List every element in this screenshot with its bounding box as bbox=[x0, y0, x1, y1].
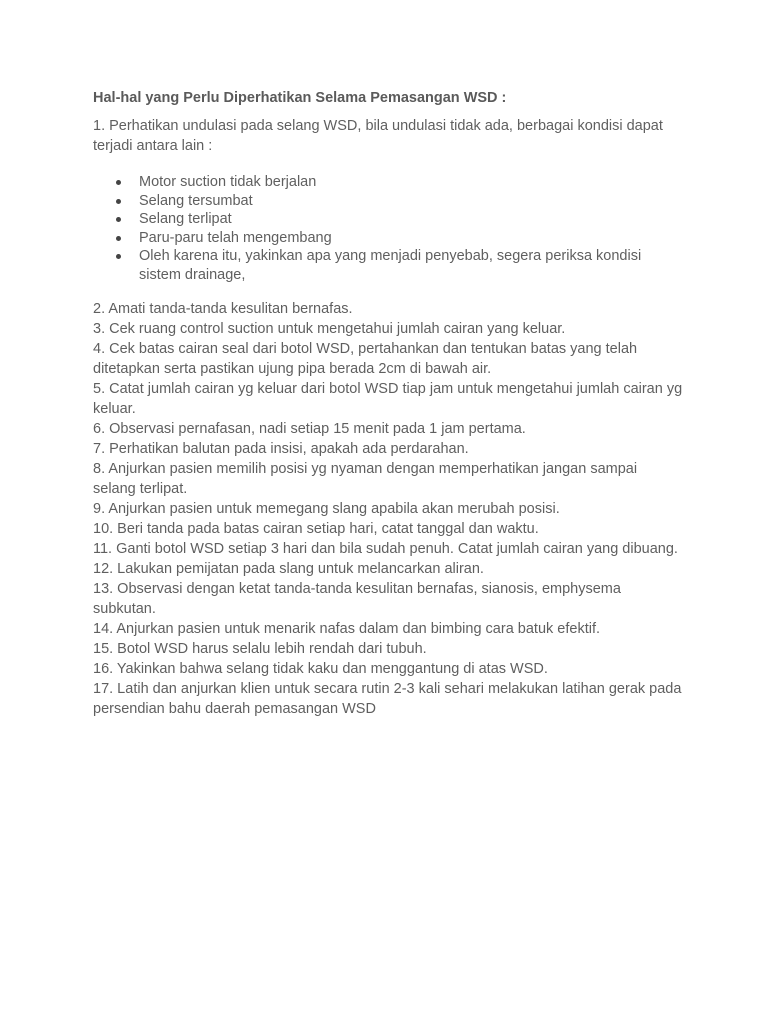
bullet-text: Selang terlipat bbox=[139, 211, 232, 227]
step-item: 6. Observasi pernafasan, nadi setiap 15 menit pada 1 jam pertama. bbox=[93, 421, 526, 437]
bullet-item bbox=[93, 247, 683, 284]
step-item: 12. Lakukan pemijatan pada slang untuk melancarkan aliran. bbox=[93, 561, 484, 577]
step-item: 14. Anjurkan pasien untuk menarik nafas dalam dan bimbing cara batuk efektif. bbox=[93, 621, 600, 637]
step-item: 15. Botol WSD harus selalu lebih rendah dari tubuh. bbox=[93, 641, 427, 657]
condition-bullet-list bbox=[93, 173, 683, 284]
bullet-dot-icon bbox=[116, 217, 121, 222]
step-item: 17. Latih dan anjurkan klien untuk secara rutin 2-3 kali sehari melakukan latihan gerak pada persendian bahu daerah pemasangan WSD bbox=[93, 681, 682, 717]
steps-list bbox=[93, 299, 683, 719]
bullet-item bbox=[93, 210, 683, 229]
step-item: 2. Amati tanda-tanda kesulitan bernafas. bbox=[93, 301, 353, 317]
step-item: 13. Observasi dengan ketat tanda-tanda kesulitan bernafas, sianosis, emphysema subkutan. bbox=[93, 581, 621, 617]
bullet-item bbox=[93, 173, 683, 192]
step-item: 16. Yakinkan bahwa selang tidak kaku dan menggantung di atas WSD. bbox=[93, 661, 548, 677]
bullet-text: Motor suction tidak berjalan bbox=[139, 174, 317, 190]
step-item: 11. Ganti botol WSD setiap 3 hari dan bila sudah penuh. Catat jumlah cairan yang dibuang. bbox=[93, 541, 678, 557]
intro-paragraph: 1. Perhatikan undulasi pada selang WSD, bila undulasi tidak ada, berbagai kondisi dapat terjadi antara lain : bbox=[93, 118, 663, 154]
document-heading: Hal-hal yang Perlu Diperhatikan Selama Pemasangan WSD : bbox=[93, 90, 507, 106]
bullet-dot-icon bbox=[116, 254, 121, 259]
bullet-dot-icon bbox=[116, 199, 121, 204]
bullet-item bbox=[93, 192, 683, 211]
step-item: 3. Cek ruang control suction untuk mengetahui jumlah cairan yang keluar. bbox=[93, 321, 566, 337]
document-page bbox=[93, 88, 683, 719]
bullet-text: Paru-paru telah mengembang bbox=[139, 229, 332, 246]
step-item: 4. Cek batas cairan seal dari botol WSD, pertahankan dan tentukan batas yang telah ditetapkan serta pastikan ujung pipa berada 2cm di bawah air. bbox=[93, 341, 638, 377]
step-item: 7. Perhatikan balutan pada insisi, apakah ada perdarahan. bbox=[93, 441, 469, 457]
step-item: 8. Anjurkan pasien memilih posisi yg nyaman dengan memperhatikan jangan sampai selang terlipat. bbox=[93, 461, 638, 497]
step-item: 10. Beri tanda pada batas cairan setiap hari, catat tanggal dan waktu. bbox=[93, 521, 539, 537]
bullet-dot-icon bbox=[116, 236, 121, 241]
step-item: 5. Catat jumlah cairan yg keluar dari botol WSD tiap jam untuk mengetahui jumlah cairan yg keluar. bbox=[93, 381, 683, 417]
bullet-text: Selang tersumbat bbox=[139, 192, 253, 209]
step-item: 9. Anjurkan pasien untuk memegang slang apabila akan merubah posisi. bbox=[93, 501, 560, 517]
bullet-text: Oleh karena itu, yakinkan apa yang menjadi penyebab, segera periksa kondisi sistem drainage, bbox=[139, 248, 642, 283]
bullet-item bbox=[93, 229, 683, 248]
bullet-dot-icon bbox=[116, 180, 121, 185]
